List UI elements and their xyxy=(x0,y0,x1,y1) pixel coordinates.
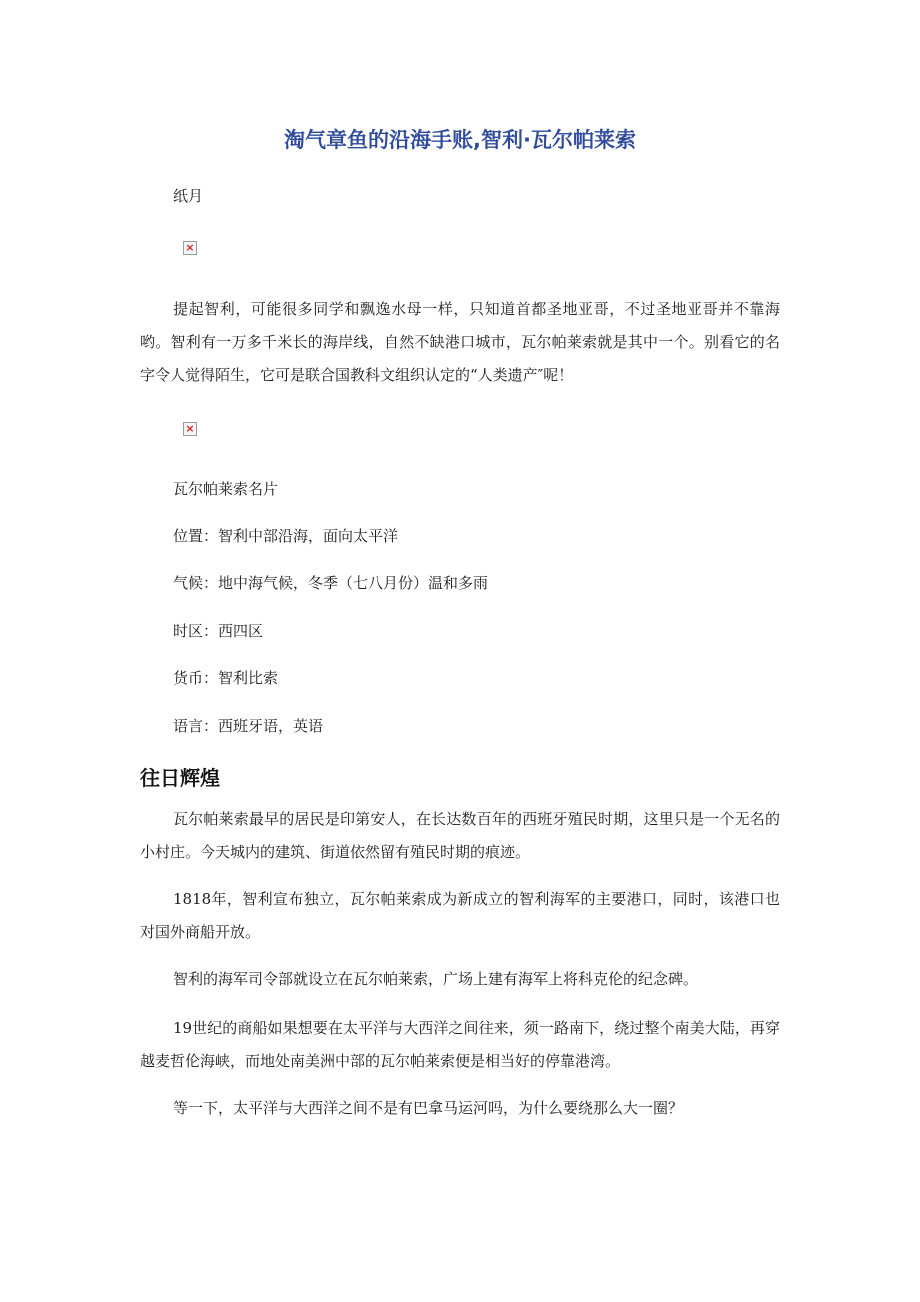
broken-image-glyph: × xyxy=(185,422,195,435)
broken-image-icon xyxy=(183,422,197,436)
section-heading: 往日辉煌 xyxy=(140,766,220,790)
info-currency: 货币：智利比索 xyxy=(173,669,279,687)
body-paragraph: 19世纪的商船如果想要在太平洋与大西洋之间往来，须一路南下，绕过整个南美大陆，再穿越麦哲伦海峡，而地处南美洲中部的瓦尔帕莱索便是相当好的停靠港湾。 xyxy=(140,1019,780,1070)
article-title: 淘气章鱼的沿海手账,智利·瓦尔帕莱索 xyxy=(284,128,636,152)
article-author: 纸月 xyxy=(173,187,204,205)
info-language: 语言：西班牙语，英语 xyxy=(173,717,324,735)
info-location: 位置：智利中部沿海，面向太平洋 xyxy=(173,527,399,545)
broken-image-icon xyxy=(183,241,197,255)
body-paragraph: 瓦尔帕莱索最早的居民是印第安人，在长达数百年的西班牙殖民时期，这里只是一个无名的小村庄。今天城内的建筑、街道依然留有殖民时期的痕迹。 xyxy=(140,810,780,861)
info-climate: 气候：地中海气候，冬季（七八月份）温和多雨 xyxy=(173,574,489,592)
body-paragraph: 等一下，太平洋与大西洋之间不是有巴拿马运河吗，为什么要绕那么大一圈？ xyxy=(173,1099,684,1117)
body-paragraph: 1818年，智利宣布独立，瓦尔帕莱索成为新成立的智利海军的主要港口，同时，该港口也对国外商船开放。 xyxy=(140,890,780,941)
info-card-title: 瓦尔帕莱索名片 xyxy=(173,480,279,498)
intro-paragraph: 提起智利，可能很多同学和飘逸水母一样，只知道首都圣地亚哥，不过圣地亚哥并不靠海哟。智利有一万多千米长的海岸线，自然不缺港口城市，瓦尔帕莱索就是其中一个。别看它的名字令人觉得陌生，它可是联合国教科文组织认定的“人类遗产″呢！ xyxy=(140,300,780,384)
info-timezone: 时区：西四区 xyxy=(173,622,264,640)
body-paragraph: 智利的海军司令部就设立在瓦尔帕莱索，广场上建有海军上将科克伦的纪念碑。 xyxy=(173,970,699,988)
broken-image-glyph: × xyxy=(185,241,195,254)
